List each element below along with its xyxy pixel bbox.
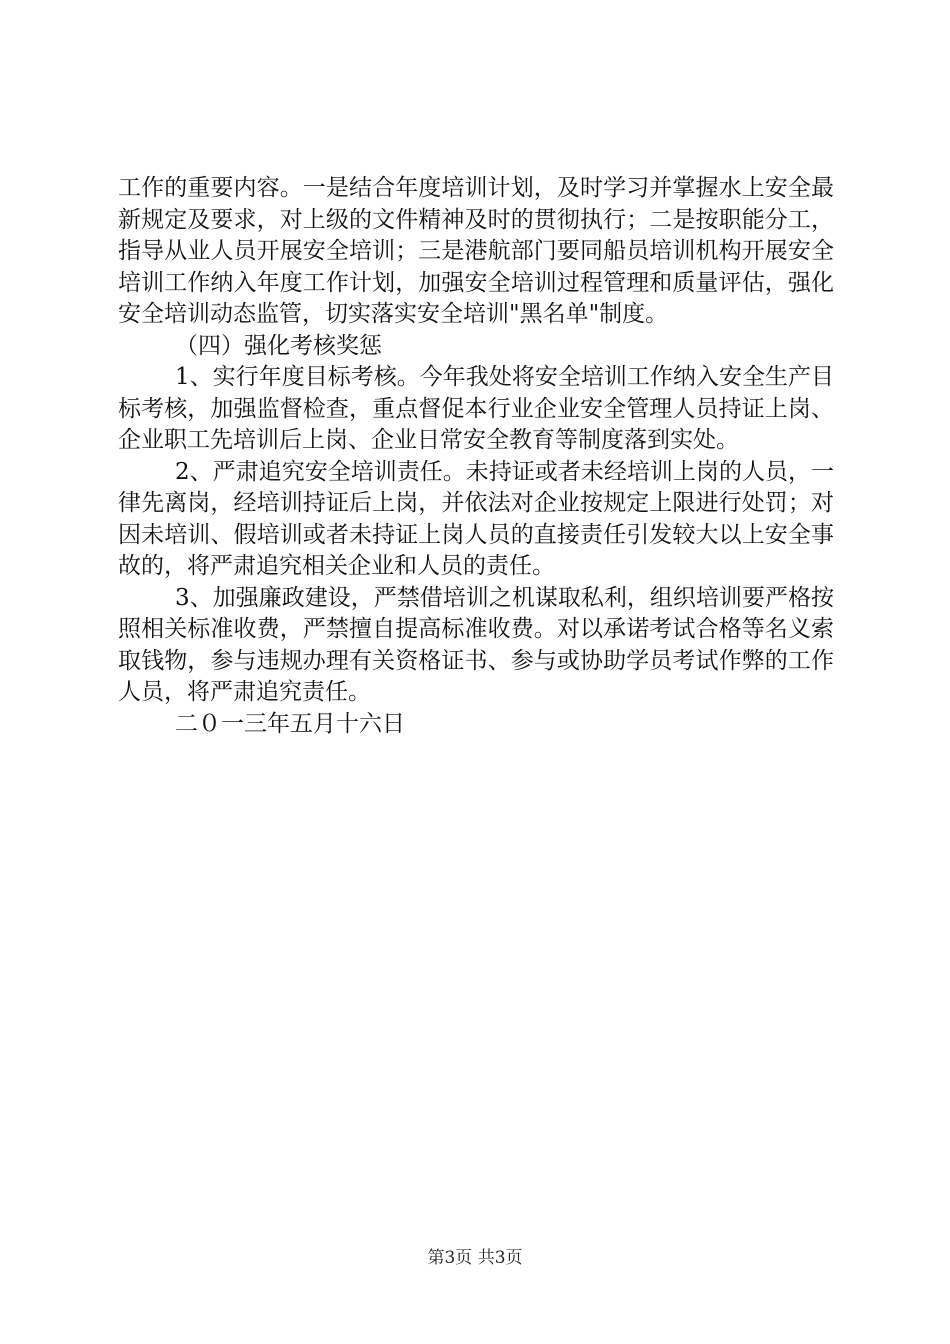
- section-heading: （四）强化考核奖惩: [175, 332, 382, 359]
- document-body: [118, 173, 834, 740]
- paragraph-item-3: 3、加强廉政建设，严禁借培训之机谋取私利，组织培训要严格按照相关标准收费，严禁擅自提高标准收费。对以承诺考试合格等名义索取钱物，参与违规办理有关资格证书、参与或协助学员考试作弊的工作人员，将严肃追究责任。: [118, 584, 834, 705]
- paragraph-item-1: 1、实行年度目标考核。今年我处将安全培训工作纳入安全生产目标考核，加强监督检查，重点督促本行业企业安全管理人员持证上岗、企业职工先培训后上岗、企业日常安全教育等制度落到实处。: [118, 364, 834, 453]
- page-footer: 第3页 共3页: [427, 1248, 523, 1268]
- document-date: 二０一三年五月十六日: [175, 710, 405, 737]
- paragraph-item-2: 2、严肃追究安全培训责任。未持证或者未经培训上岗的人员，一律先离岗，经培训持证后上岗，并依法对企业按规定上限进行处罚；对因未培训、假培训或者未持证上岗人员的直接责任引发较大以上安全事故的，将严肃追究相关企业和人员的责任。: [118, 458, 834, 579]
- paragraph-continuation: 工作的重要内容。一是结合年度培训计划，及时学习并掌握水上安全最新规定及要求，对上级的文件精神及时的贯彻执行；二是按职能分工，指导从业人员开展安全培训；三是港航部门要同船员培训机构开展安全培训工作纳入年度工作计划，加强安全培训过程管理和质量评估，强化安全培训动态监管，切实落实安全培训"黑名单"制度。: [118, 175, 834, 327]
